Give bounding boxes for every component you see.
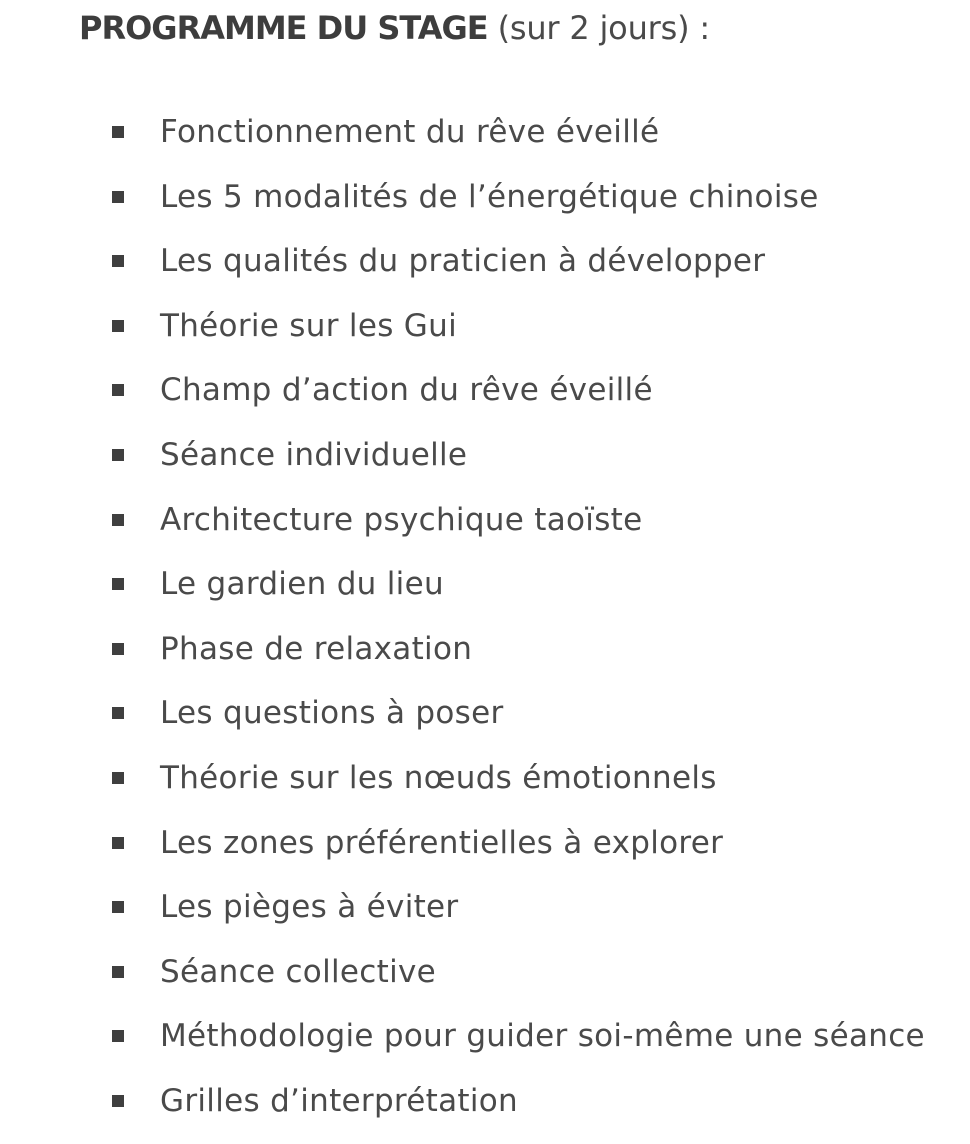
square-bullet-icon (112, 320, 124, 332)
square-bullet-icon (112, 1095, 124, 1107)
square-bullet-icon (112, 966, 124, 978)
list-item-label: Grilles d’interprétation (160, 1082, 518, 1119)
list-item-label: Phase de relaxation (160, 630, 473, 667)
program-heading-duration: (sur 2 jours) : (487, 9, 710, 47)
list-item-label: Architecture psychique taoïste (160, 501, 643, 538)
square-bullet-icon (112, 707, 124, 719)
square-bullet-icon (112, 514, 124, 526)
list-item-label: Les zones préférentielles à explorer (160, 824, 724, 861)
list-item-label: Champ d’action du rêve éveillé (160, 372, 653, 409)
square-bullet-icon (112, 449, 124, 461)
square-bullet-icon (112, 578, 124, 590)
list-item-label: Les questions à poser (160, 695, 504, 732)
list-item-label: Théorie sur les Gui (160, 307, 457, 344)
square-bullet-icon (112, 643, 124, 655)
list-item-label: Les pièges à éviter (160, 889, 459, 926)
square-bullet-icon (112, 901, 124, 913)
square-bullet-icon (112, 837, 124, 849)
list-item-label: Séance collective (160, 953, 437, 990)
program-heading (79, 6, 710, 50)
square-bullet-icon (112, 772, 124, 784)
list-item-label: Séance individuelle (160, 436, 468, 473)
program-heading-title: PROGRAMME DU STAGE (79, 9, 488, 47)
square-bullet-icon (112, 191, 124, 203)
square-bullet-icon (112, 126, 124, 138)
list-item-label: Les 5 modalités de l’énergétique chinoise (160, 178, 819, 215)
list-item-label: Méthodologie pour guider soi-même une séance (160, 1018, 925, 1055)
square-bullet-icon (112, 255, 124, 267)
list-item-label: Le gardien du lieu (160, 566, 444, 603)
list-item-label: Fonctionnement du rêve éveillé (160, 114, 660, 150)
square-bullet-icon (112, 1030, 124, 1042)
square-bullet-icon (112, 384, 124, 396)
list-item-label: Théorie sur les nœuds émotionnels (160, 759, 717, 796)
list-item-label: Les qualités du praticien à développer (160, 243, 766, 280)
